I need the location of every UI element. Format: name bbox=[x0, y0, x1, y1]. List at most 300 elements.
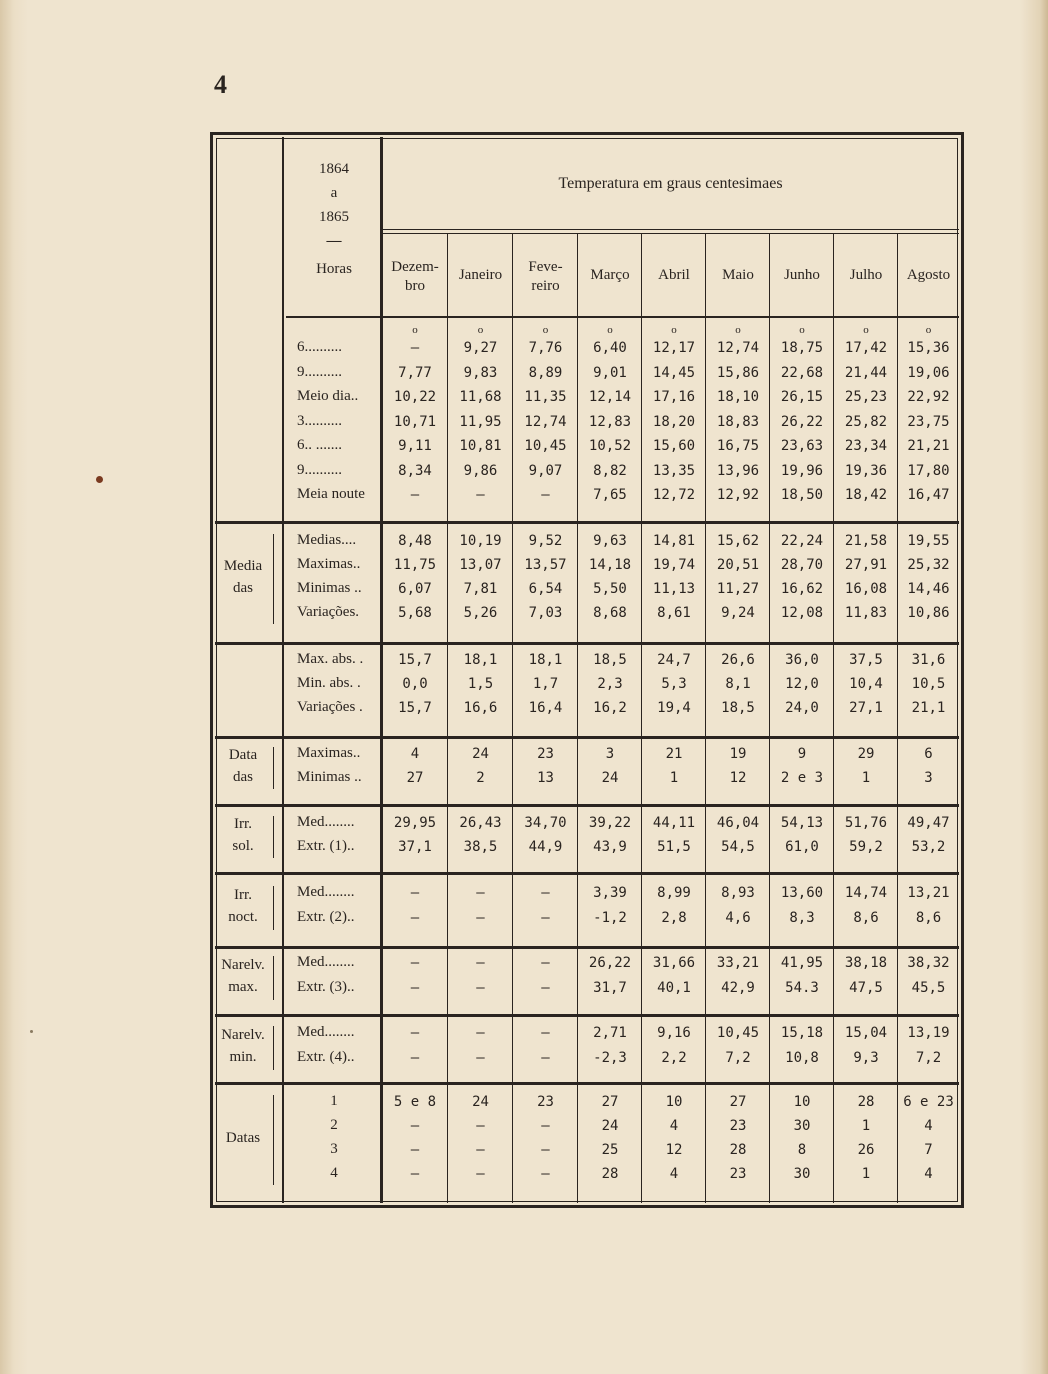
row-label: 3 bbox=[330, 1141, 338, 1157]
group-label: Irr. bbox=[234, 816, 252, 832]
table-cell: 4 bbox=[924, 1118, 933, 1134]
table-cell: 12 bbox=[665, 1142, 683, 1158]
table-cell: 18,5 bbox=[593, 652, 627, 668]
table-cell: 27 bbox=[406, 770, 424, 786]
table-cell: 24 bbox=[472, 746, 489, 762]
table-cell: 7 bbox=[924, 1142, 933, 1158]
table-cell: 1,5 bbox=[467, 676, 494, 692]
table-cell: 26,6 bbox=[721, 652, 755, 668]
row-label: Minimas .. bbox=[297, 769, 362, 785]
page-number: 4 bbox=[214, 70, 227, 99]
table-cell: 7,76 bbox=[528, 340, 563, 356]
table-cell: 34,70 bbox=[524, 815, 567, 831]
table-cell: — bbox=[541, 1166, 550, 1182]
table-cell: 16,62 bbox=[780, 581, 824, 597]
group-separator bbox=[215, 736, 959, 739]
table-cell: 2 e 3 bbox=[780, 770, 824, 786]
table-cell: 24 bbox=[601, 1118, 619, 1134]
row-label: 9.......... bbox=[297, 363, 342, 380]
table-cell: 18,20 bbox=[652, 413, 696, 430]
table-cell: 24 bbox=[472, 1094, 489, 1110]
table-cell: 29 bbox=[857, 746, 875, 762]
table-cell: 8,34 bbox=[398, 462, 432, 479]
table-cell: 30 bbox=[793, 1118, 811, 1134]
table-cell: — bbox=[410, 1118, 420, 1134]
table-cell: — bbox=[410, 955, 420, 971]
table-cell: 18,50 bbox=[780, 487, 824, 503]
table-cell: 18,42 bbox=[844, 487, 888, 503]
table-cell: 19 bbox=[729, 746, 747, 762]
table-cell: 12,74 bbox=[524, 413, 567, 430]
divider-hours-col bbox=[380, 137, 383, 1203]
group-separator bbox=[215, 804, 959, 807]
header-month: Junho bbox=[784, 267, 820, 283]
table-cell: 4 bbox=[410, 746, 420, 762]
table-cell: 9,63 bbox=[593, 533, 627, 549]
table-cell: 24,0 bbox=[785, 700, 819, 716]
table-cell: 54,5 bbox=[721, 839, 755, 855]
row-label: 2 bbox=[330, 1117, 338, 1133]
table-cell: 19,55 bbox=[907, 533, 950, 549]
group-brace bbox=[273, 886, 274, 930]
table-cell: 15,62 bbox=[716, 533, 760, 549]
row-label: Variações . bbox=[297, 699, 363, 715]
table-cell: 9 bbox=[797, 746, 807, 762]
table-cell: — bbox=[476, 1142, 485, 1158]
table-cell: 10,81 bbox=[459, 438, 502, 454]
table-cell: 21,21 bbox=[907, 438, 950, 454]
table-cell: 19,06 bbox=[907, 364, 950, 381]
table-cell: 11,27 bbox=[716, 581, 760, 597]
table-cell: 9,52 bbox=[528, 533, 563, 549]
table-cell: 10 bbox=[793, 1094, 811, 1110]
table-cell: 2 bbox=[476, 770, 485, 786]
table-cell: 43,9 bbox=[593, 839, 627, 855]
row-label: 6.. ....... bbox=[297, 437, 342, 453]
table-cell: 21,44 bbox=[844, 364, 888, 381]
divider-group-col bbox=[282, 137, 284, 1203]
group-brace bbox=[273, 747, 274, 789]
table-cell: 6,07 bbox=[398, 581, 432, 597]
table-cell: — bbox=[410, 1050, 420, 1066]
table-cell: 13,35 bbox=[652, 462, 696, 479]
table-cell: 7,2 bbox=[725, 1050, 751, 1066]
table-cell: 7,03 bbox=[528, 605, 563, 621]
table-cell: 18,5 bbox=[721, 700, 755, 716]
table-cell: 13,19 bbox=[907, 1025, 950, 1041]
table-cell: 44,11 bbox=[652, 815, 696, 831]
table-cell: 6,40 bbox=[593, 340, 627, 356]
table-cell: 26,15 bbox=[780, 389, 824, 405]
group-separator bbox=[215, 642, 959, 645]
degree-mark: o bbox=[542, 324, 549, 336]
group-label: noct. bbox=[228, 909, 258, 925]
group-separator bbox=[215, 872, 959, 875]
header-dash: — bbox=[326, 233, 342, 249]
table-cell: 0,0 bbox=[402, 676, 428, 692]
table-cell: — bbox=[410, 1142, 420, 1158]
table-cell: 10,19 bbox=[459, 533, 502, 549]
table-cell: 13,57 bbox=[524, 557, 567, 573]
table-cell: 31,6 bbox=[911, 652, 946, 668]
table-cell: 15,04 bbox=[844, 1025, 888, 1041]
row-label: Med........ bbox=[297, 884, 355, 900]
table-cell: 11,68 bbox=[459, 389, 502, 405]
table-cell: — bbox=[410, 340, 420, 356]
table-cell: 28 bbox=[601, 1166, 619, 1182]
table-cell: 19,74 bbox=[652, 557, 696, 573]
group-label: das bbox=[233, 769, 253, 785]
row-label: Meia noute bbox=[297, 486, 365, 502]
table-cell: — bbox=[541, 1118, 550, 1134]
table-cell: -1,2 bbox=[593, 910, 627, 926]
table-cell: 23 bbox=[729, 1118, 747, 1134]
table-cell: — bbox=[476, 910, 485, 926]
header-year: a bbox=[330, 185, 338, 201]
table-cell: — bbox=[410, 885, 420, 901]
group-brace bbox=[273, 956, 274, 1000]
degree-mark: o bbox=[925, 324, 932, 336]
row-label: 9.......... bbox=[297, 461, 342, 478]
table-cell: 22,92 bbox=[907, 389, 950, 405]
table-cell: 26,22 bbox=[588, 955, 632, 971]
table-cell: 15,7 bbox=[398, 700, 432, 716]
table-cell: 1 bbox=[669, 770, 679, 786]
table-cell: -2,3 bbox=[593, 1050, 627, 1066]
table-cell: 8,99 bbox=[657, 885, 691, 901]
header-month: Julho bbox=[849, 267, 883, 283]
table-cell: 3 bbox=[924, 770, 933, 786]
group-label: sol. bbox=[232, 838, 254, 854]
table-cell: 11,13 bbox=[652, 581, 696, 597]
table-cell: 25,23 bbox=[844, 389, 888, 405]
group-label: Narelv. bbox=[221, 1027, 265, 1043]
table-cell: — bbox=[541, 1025, 550, 1041]
table-cell: 27,1 bbox=[849, 700, 883, 716]
row-label: Extr. (3).. bbox=[297, 979, 355, 995]
table-cell: 11,35 bbox=[524, 389, 567, 405]
table-cell: 17,42 bbox=[844, 340, 888, 356]
header-hours: Horas bbox=[316, 261, 352, 277]
table-cell: 16,6 bbox=[463, 700, 498, 716]
table-cell: — bbox=[476, 487, 485, 503]
table-cell: 4,6 bbox=[725, 910, 751, 926]
table-cell: 19,36 bbox=[844, 462, 888, 479]
table-cell: 37,5 bbox=[849, 652, 883, 668]
header-month: Março bbox=[590, 267, 630, 283]
group-brace bbox=[273, 1026, 274, 1070]
table-cell: 13,60 bbox=[780, 885, 824, 901]
table-cell: 18,1 bbox=[463, 652, 498, 668]
table-cell: 18,83 bbox=[716, 413, 760, 430]
table-cell: 16,08 bbox=[844, 581, 888, 597]
header-month: Janeiro bbox=[458, 267, 503, 283]
table-cell: 10,5 bbox=[911, 676, 946, 692]
table-cell: — bbox=[410, 910, 420, 926]
table-cell: 13,21 bbox=[907, 885, 950, 901]
table-cell: 7,77 bbox=[398, 364, 432, 381]
group-label: Irr. bbox=[234, 887, 252, 903]
table-cell: 11,95 bbox=[459, 413, 502, 430]
table-cell: 12,14 bbox=[588, 389, 632, 405]
table-cell: — bbox=[476, 1118, 485, 1134]
table-cell: 1,7 bbox=[532, 676, 559, 692]
table-cell: 49,47 bbox=[907, 815, 950, 831]
table-cell: 16,2 bbox=[593, 700, 627, 716]
table-cell: — bbox=[541, 1142, 550, 1158]
table-cell: — bbox=[541, 955, 550, 971]
table-cell: 42,9 bbox=[721, 980, 755, 996]
header-month: Abril bbox=[658, 267, 690, 283]
header-month: Agosto bbox=[906, 267, 951, 283]
table-cell: 12,72 bbox=[652, 487, 696, 503]
table-cell: 16,47 bbox=[907, 487, 950, 503]
table-cell: 10,22 bbox=[393, 389, 437, 405]
table-cell: 1 bbox=[861, 770, 871, 786]
table-cell: 1 bbox=[861, 1166, 871, 1182]
table-cell: 36,0 bbox=[785, 652, 819, 668]
table-cell: 45,5 bbox=[911, 980, 946, 996]
row-label: Med........ bbox=[297, 954, 355, 970]
row-label: Med........ bbox=[297, 1024, 355, 1040]
table-cell: 9,27 bbox=[463, 340, 498, 356]
table-cell: 37,1 bbox=[398, 839, 432, 855]
table-cell: 61,0 bbox=[785, 839, 819, 855]
table-cell: — bbox=[410, 1166, 420, 1182]
table-cell: 9,11 bbox=[398, 438, 432, 454]
group-label: Data bbox=[228, 747, 258, 763]
table-cell: 23,75 bbox=[907, 413, 950, 430]
table-cell: 25,32 bbox=[907, 557, 950, 573]
table-cell: 9,16 bbox=[657, 1025, 691, 1041]
table-cell: 8,68 bbox=[593, 605, 627, 621]
table-cell: 4 bbox=[669, 1118, 679, 1134]
row-label: Extr. (1).. bbox=[297, 838, 355, 854]
table-cell: — bbox=[476, 1166, 485, 1182]
table-cell: 13,96 bbox=[716, 462, 760, 479]
table-cell: 9,01 bbox=[593, 364, 627, 381]
ink-spot-small bbox=[30, 1030, 33, 1033]
header-year: 1865 bbox=[319, 209, 349, 225]
table-cell: — bbox=[541, 885, 550, 901]
table-cell: 8,93 bbox=[721, 885, 755, 901]
table-cell: 59,2 bbox=[849, 839, 883, 855]
table-cell: 2,2 bbox=[661, 1050, 687, 1066]
table-cell: 9,86 bbox=[463, 462, 498, 479]
table-cell: 2,3 bbox=[597, 676, 623, 692]
table-cell: 14,18 bbox=[588, 557, 632, 573]
table-cell: 7,2 bbox=[915, 1050, 942, 1066]
table-cell: 27 bbox=[729, 1094, 747, 1110]
table-cell: 21,58 bbox=[844, 533, 888, 549]
table-cell: 31,7 bbox=[593, 980, 627, 996]
table-cell: 51,76 bbox=[844, 815, 888, 831]
degree-mark: o bbox=[671, 324, 677, 336]
degree-mark: o bbox=[607, 324, 613, 336]
table-cell: 7,81 bbox=[463, 581, 498, 597]
table-cell: 5,50 bbox=[593, 581, 627, 597]
header-year: 1864 bbox=[319, 161, 349, 177]
table-cell: 14,74 bbox=[844, 885, 888, 901]
table-cell: 8 bbox=[797, 1142, 807, 1158]
table-cell: 8,3 bbox=[789, 910, 815, 926]
table-cell: 10,52 bbox=[588, 438, 632, 454]
table-cell: 46,04 bbox=[716, 815, 760, 831]
table-cell: 23,63 bbox=[780, 438, 824, 454]
table-cell: 13 bbox=[537, 770, 554, 786]
table-cell: 39,22 bbox=[588, 815, 632, 831]
table-cell: 54,13 bbox=[780, 815, 824, 831]
table-cell: 6 e 23 bbox=[903, 1094, 954, 1110]
group-brace bbox=[273, 534, 274, 624]
row-label: Meio dia.. bbox=[297, 388, 359, 404]
group-label: max. bbox=[228, 979, 258, 995]
table-cell: — bbox=[476, 885, 485, 901]
header-month: Maio bbox=[722, 267, 754, 283]
degree-mark: o bbox=[799, 324, 805, 336]
table-cell: 5,26 bbox=[463, 605, 498, 621]
row-label: Med........ bbox=[297, 814, 355, 830]
ink-spot bbox=[96, 476, 103, 483]
table-cell: 8,1 bbox=[725, 676, 751, 692]
group-brace bbox=[273, 816, 274, 858]
table-cell: 1 bbox=[861, 1118, 871, 1134]
table-cell: 6 bbox=[924, 746, 933, 762]
table-cell: 17,80 bbox=[907, 462, 950, 479]
table-cell: 12,0 bbox=[785, 676, 819, 692]
table-cell: 9,83 bbox=[463, 364, 498, 381]
header-title-rule bbox=[382, 229, 959, 230]
table-cell: 25,82 bbox=[844, 413, 888, 430]
table-cell: 19,96 bbox=[780, 462, 824, 479]
table-cell: 40,1 bbox=[657, 980, 691, 996]
table-cell: 2,8 bbox=[661, 910, 687, 926]
data-table bbox=[210, 132, 964, 1208]
degree-mark: o bbox=[735, 324, 741, 336]
table-cell: 9,07 bbox=[528, 462, 563, 479]
table-cell: 38,32 bbox=[907, 955, 950, 971]
row-label: Maximas.. bbox=[297, 745, 361, 761]
table-cell: 14,45 bbox=[652, 364, 696, 381]
table-cell: 20,51 bbox=[716, 557, 760, 573]
table-cell: 13,07 bbox=[459, 557, 502, 573]
group-separator bbox=[215, 946, 959, 949]
table-cell: 10,45 bbox=[716, 1025, 760, 1041]
table-cell: 19,4 bbox=[657, 700, 691, 716]
table-cell: 28,70 bbox=[780, 557, 824, 573]
group-label: min. bbox=[229, 1049, 257, 1065]
degree-mark: o bbox=[412, 324, 418, 336]
table-cell: — bbox=[476, 980, 485, 996]
table-cell: 38,5 bbox=[463, 839, 498, 855]
table-cell: 10,86 bbox=[907, 605, 950, 621]
table-cell: 17,16 bbox=[652, 389, 696, 405]
table-cell: 8,48 bbox=[398, 533, 432, 549]
table-cell: 8,82 bbox=[593, 462, 627, 479]
table-cell: 31,66 bbox=[652, 955, 696, 971]
table-cell: 23 bbox=[537, 746, 554, 762]
group-separator bbox=[215, 1082, 959, 1085]
table-cell: 10 bbox=[665, 1094, 683, 1110]
table-cell: 21 bbox=[665, 746, 683, 762]
table-cell: 22,68 bbox=[780, 364, 824, 381]
table-cell: 30 bbox=[793, 1166, 811, 1182]
header-month: Feve- reiro bbox=[528, 259, 563, 294]
table-cell: 28 bbox=[857, 1094, 875, 1110]
table-cell: 33,21 bbox=[716, 955, 760, 971]
table-cell: 12,08 bbox=[780, 605, 824, 621]
row-label: 1 bbox=[330, 1093, 338, 1109]
table-cell: 41,95 bbox=[780, 955, 824, 971]
table-cell: 26 bbox=[857, 1142, 875, 1158]
row-label: Max. abs. . bbox=[297, 651, 364, 667]
table-cell: 6,54 bbox=[528, 581, 563, 597]
table-cell: 7,65 bbox=[593, 487, 627, 503]
table-cell: 29,95 bbox=[393, 815, 437, 831]
table-cell: 8,6 bbox=[853, 910, 879, 926]
table-cell: 16,4 bbox=[528, 700, 563, 716]
table-cell: 3 bbox=[605, 746, 615, 762]
table-cell: 5,68 bbox=[398, 605, 432, 621]
header-title-rule bbox=[382, 233, 959, 234]
table-cell: 15,7 bbox=[398, 652, 432, 668]
group-brace bbox=[273, 1095, 274, 1185]
table-cell: 23 bbox=[729, 1166, 747, 1182]
table-cell: 10,4 bbox=[849, 676, 883, 692]
table-cell: 8,6 bbox=[915, 910, 942, 926]
table-cell: 26,22 bbox=[780, 413, 824, 430]
table-cell: — bbox=[541, 487, 550, 503]
table-cell: 12,92 bbox=[716, 487, 760, 503]
row-label: Min. abs. . bbox=[297, 675, 361, 691]
table-cell: — bbox=[541, 980, 550, 996]
group-label: Narelv. bbox=[221, 957, 265, 973]
table-cell: 18,75 bbox=[780, 340, 824, 356]
table-cell: 15,18 bbox=[780, 1025, 824, 1041]
table-cell: 12 bbox=[729, 770, 747, 786]
group-label: Datas bbox=[225, 1130, 261, 1146]
table-cell: 23,34 bbox=[844, 438, 888, 454]
table-cell: 24 bbox=[601, 770, 619, 786]
table-cell: 2,71 bbox=[593, 1025, 627, 1041]
table-cell: 14,46 bbox=[907, 581, 950, 597]
table-cell: 9,3 bbox=[853, 1050, 879, 1066]
table-cell: 51,5 bbox=[657, 839, 691, 855]
table-cell: 54.3 bbox=[785, 980, 819, 996]
table-cell: 9,24 bbox=[721, 605, 755, 621]
table-cell: 4 bbox=[669, 1166, 679, 1182]
table-cell: 15,86 bbox=[716, 364, 760, 381]
table-cell: 18,10 bbox=[716, 389, 760, 405]
header-month-rule bbox=[286, 316, 959, 318]
group-separator bbox=[215, 1014, 959, 1017]
row-label: 3.......... bbox=[297, 412, 342, 429]
table-cell: 8,89 bbox=[528, 364, 563, 381]
table-cell: — bbox=[410, 487, 420, 503]
table-cell: 11,83 bbox=[844, 605, 888, 621]
table-cell: — bbox=[541, 910, 550, 926]
header-month: Dezem- bro bbox=[391, 259, 439, 294]
table-cell: 11,75 bbox=[393, 557, 437, 573]
table-cell: — bbox=[476, 1025, 485, 1041]
row-label: 4 bbox=[330, 1165, 338, 1181]
row-label: 6.......... bbox=[297, 339, 342, 355]
table-cell: 53,2 bbox=[911, 839, 946, 855]
table-cell: 18,1 bbox=[528, 652, 563, 668]
table-cell: 21,1 bbox=[911, 700, 946, 716]
row-label: Minimas .. bbox=[297, 580, 362, 596]
table-cell: 3,39 bbox=[593, 885, 627, 901]
